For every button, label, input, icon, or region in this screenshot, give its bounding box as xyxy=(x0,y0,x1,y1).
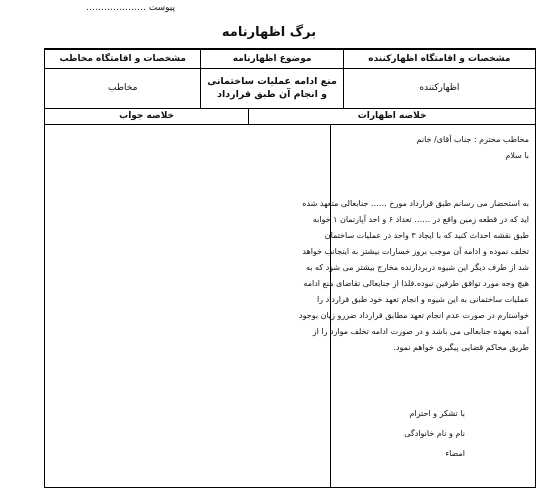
closing-line: با تشکر و احترام xyxy=(409,409,465,418)
attachment-dots: ……………….. xyxy=(86,3,146,13)
body-line: عملیات ساختمانی به این شیوه و انجام تعهد خود طبق قرارداد را xyxy=(316,295,529,304)
body-line: طبق نقشه احداث کنید که با ایجاد ۳ واحد در عملیات ساختمان xyxy=(324,231,529,240)
declarant-cell: اظهارکننده xyxy=(343,68,535,108)
body-line: به استحضار می رسانم طبق قرارداد مورخ …… جنابعالی متعهد شده xyxy=(302,199,529,208)
page-title: برگ اظهارنامه xyxy=(221,25,317,40)
greeting-line: با سلام xyxy=(505,151,529,160)
value-row xyxy=(45,68,535,109)
body-line: تخلف نموده و ادامه آن موجب بروز خسارات بیشتر به اینجانب خواهد xyxy=(302,247,529,256)
header-row xyxy=(45,50,535,69)
attachment-label: پیوست xyxy=(148,3,175,13)
addressee-cell: مخاطب xyxy=(108,83,138,93)
body-line: شد از طرف دیگر این شیوه دربردارنده مخارج بیشتر می شود که به xyxy=(306,263,529,272)
body-line: خواستارم در صورت عدم انجام تعهد مطابق قرارداد ضررو زیان بوجود xyxy=(299,311,529,320)
body-line: هیچ وجه مورد توافق طرفین نبوده.فلذا از جنابعالی تقاضای منع ادامه xyxy=(303,279,529,288)
statements-area xyxy=(299,132,529,464)
col-addressee-header: مشخصات و اقامتگاه مخاطب xyxy=(59,54,186,64)
body-line: اید که در قطعه زمین واقع در …… تعداد ۶ و احد آپارتمان ۱ خوابه xyxy=(312,215,529,224)
col-subject-header: موضوع اظهارنامه xyxy=(200,50,342,68)
statements-summary-header: خلاصه اظهارات xyxy=(248,108,535,124)
response-summary-header: خلاصه جواب xyxy=(119,111,175,121)
subject-cell: منع ادامه عملیات ساختمانی و انجام آن طبق قرارداد xyxy=(200,68,342,108)
name-line: نام و نام خانوادگی xyxy=(404,429,465,438)
col-declarant-header: مشخصات و اقامتگاه اظهارکننده xyxy=(343,50,535,68)
body-line: آمده بعهده جنابعالی می باشد و در صورت ادامه تخلف موارد را از xyxy=(312,327,529,336)
declaration-form xyxy=(44,48,536,488)
addressee-line: مخاطب محترم : جناب آقای/ خانم xyxy=(416,135,529,144)
summary-header-row xyxy=(45,108,535,125)
signature-line: امضاء xyxy=(445,449,465,458)
body-line: طریق محاکم قضایی پیگیری خواهم نمود. xyxy=(393,343,529,352)
attachment-line xyxy=(0,3,175,13)
